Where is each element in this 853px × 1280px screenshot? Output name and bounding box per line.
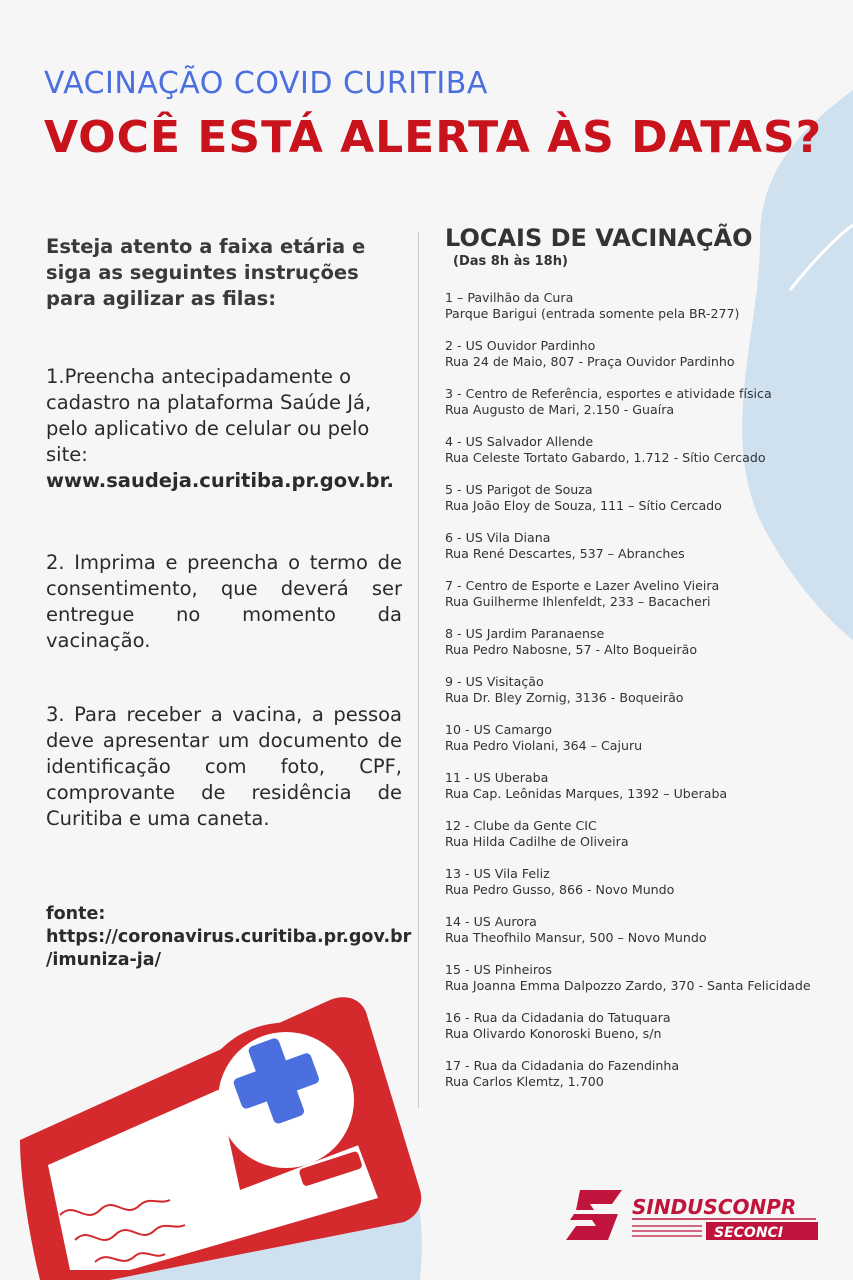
source-block: [46, 903, 412, 972]
location-address: Rua Augusto de Mari, 2.150 - Guaíra: [445, 402, 675, 417]
location-item: [445, 482, 847, 514]
page-title: VACINAÇÃO COVID CURITIBA: [44, 66, 488, 101]
location-name: 14 - US Aurora: [445, 914, 537, 929]
location-item: [445, 722, 847, 754]
location-item: [445, 770, 847, 802]
location-name: 2 - US Ouvidor Pardinho: [445, 338, 596, 353]
location-item: [445, 674, 847, 706]
location-address: Rua Pedro Violani, 364 – Cajuru: [445, 738, 643, 753]
location-name: 9 - US Visitação: [445, 674, 544, 689]
location-address: Rua René Descartes, 537 – Abranches: [445, 546, 685, 561]
locations-title: LOCAIS DE VACINAÇÃO: [445, 224, 753, 252]
location-name: 15 - US Pinheiros: [445, 962, 552, 977]
source-url-line-1[interactable]: https://coronavirus.curitiba.pr.gov.br: [46, 927, 412, 947]
location-name: 8 - US Jardim Paranaense: [445, 626, 605, 641]
location-address: Rua Theofhilo Mansur, 500 – Novo Mundo: [445, 930, 707, 945]
location-item: [445, 386, 847, 418]
instruction-step-2: 2. Imprima e preencha o termo de consentimento, que deverá ser entregue no momento da vacinação.: [46, 551, 402, 652]
instructions-intro: Esteja atento a faixa etária e siga as seguintes instruções para agilizar as filas:: [46, 235, 366, 310]
location-address: Rua Dr. Bley Zornig, 3136 - Boqueirão: [445, 690, 684, 705]
location-name: 16 - Rua da Cidadania do Tatuquara: [445, 1010, 671, 1025]
location-name: 17 - Rua da Cidadania do Fazendinha: [445, 1058, 680, 1073]
location-item: [445, 1058, 847, 1090]
location-name: 1 – Pavilhão da Cura: [445, 290, 574, 305]
location-name: 3 - Centro de Referência, esportes e atividade física: [445, 386, 772, 401]
location-address: Rua Guilherme Ihlenfeldt, 233 – Bacacheri: [445, 594, 711, 609]
location-address: Rua Pedro Nabosne, 57 - Alto Boqueirão: [445, 642, 698, 657]
location-address: Rua Cap. Leônidas Marques, 1392 – Uberaba: [445, 786, 728, 801]
location-item: [445, 434, 847, 466]
location-item: [445, 290, 847, 322]
location-item: [445, 338, 847, 370]
sinduscon-logo: [566, 1186, 822, 1244]
location-name: 4 - US Salvador Allende: [445, 434, 594, 449]
source-url-line-2[interactable]: /imuniza-ja/: [46, 950, 161, 970]
saudeja-site-link[interactable]: www.saudeja.curitiba.pr.gov.br.: [46, 469, 394, 492]
location-item: [445, 962, 847, 994]
logo-name: SINDUSCONPR: [632, 1195, 797, 1219]
location-name: 13 - US Vila Feliz: [445, 866, 550, 881]
location-address: Rua João Eloy de Souza, 111 – Sítio Cercado: [445, 498, 722, 513]
location-address: Parque Barigui (entrada somente pela BR-277): [445, 306, 740, 321]
logo-sub: SECONCI: [714, 1225, 784, 1241]
location-address: Rua Hilda Cadilhe de Oliveira: [445, 834, 629, 849]
instruction-step-1: [46, 364, 402, 494]
page-headline: VOCÊ ESTÁ ALERTA ÀS DATAS?: [44, 112, 823, 163]
location-name: 12 - Clube da Gente CIC: [445, 818, 597, 833]
location-item: [445, 866, 847, 898]
location-name: 11 - US Uberaba: [445, 770, 549, 785]
location-name: 10 - US Camargo: [445, 722, 552, 737]
location-address: Rua Joanna Emma Dalpozzo Zardo, 370 - Santa Felicidade: [445, 978, 811, 993]
column-divider: [418, 232, 419, 1108]
source-label: fonte:: [46, 904, 106, 924]
location-item: [445, 626, 847, 658]
locations-panel: [445, 224, 847, 1089]
sinduscon-s-mark-icon: [566, 1190, 622, 1240]
instruction-step-1-text: 1.Preencha antecipadamente o cadastro na plataforma Saúde Já, pelo aplicativo de celular ou pelo site:: [46, 365, 372, 466]
locations-list: [445, 290, 847, 1106]
location-address: Rua Carlos Klemtz, 1.700: [445, 1074, 604, 1089]
location-address: Rua 24 de Maio, 807 - Praça Ouvidor Pardinho: [445, 354, 735, 369]
location-item: [445, 530, 847, 562]
instruction-step-3: 3. Para receber a vacina, a pessoa deve apresentar um documento de identificação com foto, CPF, comprovante de residência de Curitiba e uma caneta.: [46, 703, 402, 830]
location-name: 7 - Centro de Esporte e Lazer Avelino Vieira: [445, 578, 720, 593]
location-name: 5 - US Parigot de Souza: [445, 482, 593, 497]
locations-hours: (Das 8h às 18h): [453, 254, 568, 269]
location-item: [445, 1010, 847, 1042]
location-name: 6 - US Vila Diana: [445, 530, 551, 545]
location-item: [445, 818, 847, 850]
location-address: Rua Olivardo Konoroski Bueno, s/n: [445, 1026, 662, 1041]
location-item: [445, 914, 847, 946]
location-item: [445, 578, 847, 610]
location-address: Rua Celeste Tortato Gabardo, 1.712 - Sítio Cercado: [445, 450, 766, 465]
location-address: Rua Pedro Gusso, 866 - Novo Mundo: [445, 882, 675, 897]
